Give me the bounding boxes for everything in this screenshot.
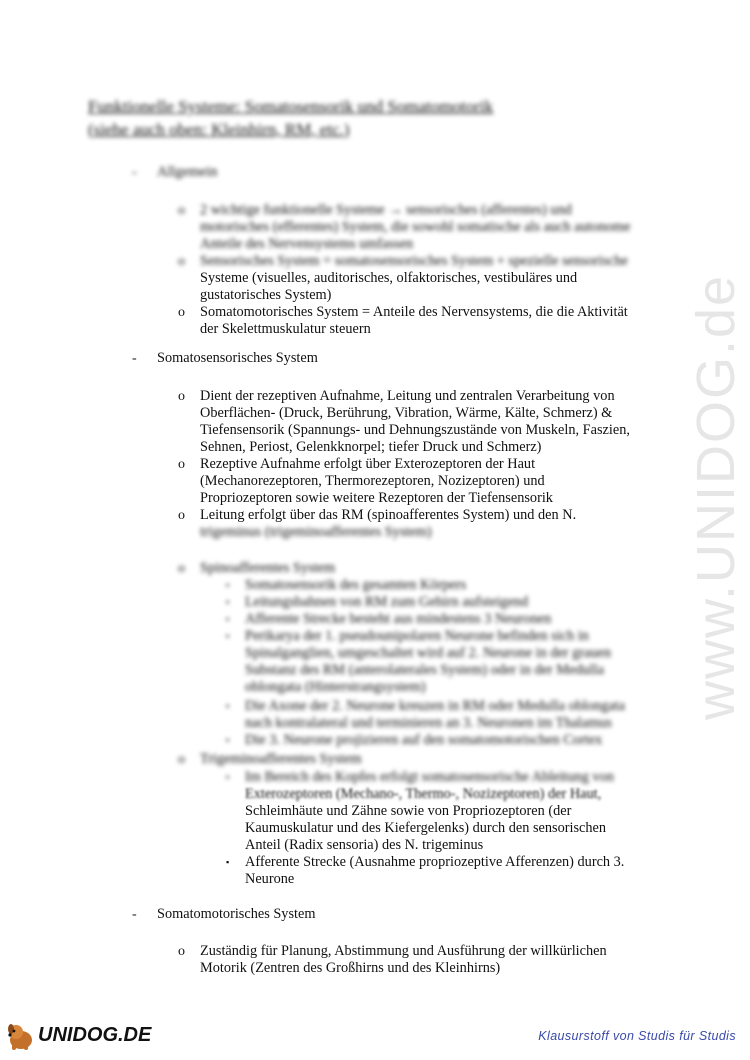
circle-bullet: o: [178, 254, 185, 269]
circle-bullet: o: [178, 561, 185, 576]
list-item-text: nach kontralateral und terminieren an 3. Neuronen im Thalamus: [245, 715, 612, 731]
unidog-logo[interactable]: [2, 1018, 162, 1054]
list-item-text: Sensorisches System = somatosensorisches System + spezielle sensorische: [200, 253, 628, 269]
list-item-text: Propriozeptoren sowie weitere Rezeptoren der Tiefensensorik: [200, 490, 553, 506]
list-item-text: Die Axone der 2. Neurone kreuzen in RM oder Medulla oblongata: [245, 698, 625, 714]
document-subtitle: (siehe auch oben: Kleinhirn, RM, etc.): [88, 120, 350, 139]
list-item-text: Dient der rezeptiven Aufnahme, Leitung und zentralen Verarbeitung von: [200, 388, 615, 404]
square-bullet: ▪: [226, 701, 230, 711]
circle-bullet: o: [178, 457, 185, 472]
square-bullet: ▪: [226, 857, 230, 867]
square-bullet: ▪: [226, 614, 230, 624]
list-item-text: trigeminus (trigeminoafferentes System): [200, 524, 432, 540]
dash-bullet: -: [132, 907, 137, 922]
subsection-label-spino: Spinoafferentes System: [200, 560, 336, 576]
list-item-text: Kaumuskulatur und des Kiefergelenks) durch den sensorischen: [245, 820, 607, 836]
list-item-text: Motorik (Zentren des Großhirns und des Kleinhirns): [200, 960, 501, 976]
logo-text: UNIDOG.DE: [38, 1024, 152, 1046]
list-item-text: motorisches (efferentes) System, die sowohl somatische als auch autonome: [200, 219, 631, 235]
list-item-text: Im Bereich des Kopfes erfolgt somatosensorische Ableitung von: [245, 769, 614, 785]
list-item-text: Tiefensensorik (Spannungs- und Dehnungszustände von Muskeln, Faszien,: [200, 422, 630, 438]
list-item-text: Die 3. Neurone projizieren auf den somatomotorischen Cortex: [245, 732, 603, 748]
circle-bullet: o: [178, 305, 185, 320]
square-bullet: ▪: [226, 735, 230, 745]
list-item-text: 2 wichtige funktionelle Systeme → sensorisches (afferentes) und: [200, 202, 572, 218]
list-item-text: Systeme (visuelles, auditorisches, olfaktorisches, vestibuläres und: [200, 270, 578, 286]
list-item-text: Somatomotorisches System = Anteile des Nervensystems, die die Aktivität: [200, 304, 628, 320]
list-item-text: Schleimhäute und Zähne sowie von Propriozeptoren (der: [245, 803, 572, 819]
list-item-text: Rezeptive Aufnahme erfolgt über Exterozeptoren der Haut: [200, 456, 536, 472]
square-bullet: ▪: [226, 772, 230, 782]
circle-bullet: o: [178, 508, 185, 523]
circle-bullet: o: [178, 389, 185, 404]
section-heading-allgemein: Allgemein: [157, 164, 218, 180]
list-item-text: Sehnen, Periost, Gelenkknorpel; tiefer Druck und Schmerz): [200, 439, 542, 455]
square-bullet: ▪: [226, 597, 230, 607]
subsection-label-trigemino: Trigeminoafferentes System: [200, 751, 362, 767]
list-item-text: oblongata (Hinterstrangsystem): [245, 679, 426, 695]
dog-icon: [4, 1020, 38, 1057]
watermark-text: www.UNIDOG.de: [686, 273, 746, 720]
list-item-text: Leitung erfolgt über das RM (spinoafferentes System) und den N.: [200, 507, 577, 523]
list-item-text: Afferente Strecke (Ausnahme propriozeptive Afferenzen) durch 3.: [245, 854, 625, 870]
list-item-text: Substanz des RM (anterolaterales System) oder in der Medulla: [245, 662, 604, 678]
document-title: Funktionelle Systeme: Somatosensorik und Somatomotorik: [88, 97, 494, 116]
list-item-text: Leitungsbahnen von RM zum Gehirn aufsteigend: [245, 594, 529, 610]
square-bullet: ▪: [226, 580, 230, 590]
list-item-text: gustatorisches System): [200, 287, 332, 303]
circle-bullet: o: [178, 203, 185, 218]
section-heading-somatosensorisch: Somatosensorisches System: [157, 350, 318, 366]
dash-bullet: -: [132, 165, 137, 180]
square-bullet: ▪: [226, 631, 230, 641]
list-item-text: der Skelettmuskulatur steuern: [200, 321, 371, 337]
list-item-text: Zuständig für Planung, Abstimmung und Ausführung der willkürlichen: [200, 943, 607, 959]
list-item-text: Anteile des Nervensystems umfassen: [200, 236, 414, 252]
circle-bullet: o: [178, 944, 185, 959]
list-item-text: Somatosensorik des gesamten Körpers: [245, 577, 467, 593]
list-item-text: Oberflächen- (Druck, Berührung, Vibration, Wärme, Kälte, Schmerz) &: [200, 405, 613, 421]
list-item-text: Anteil (Radix sensoria) des N. trigeminus: [245, 837, 484, 853]
circle-bullet: o: [178, 752, 185, 767]
list-item-text: Spinalganglien, umgeschaltet wird auf 2. Neurone in der grauen: [245, 645, 612, 661]
list-item-text: (Mechanorezeptoren, Thermorezeptoren, Nozizeptoren) und: [200, 473, 545, 489]
dash-bullet: -: [132, 351, 137, 366]
list-item-text: Afferente Strecke besteht aus mindestens 3 Neuronen: [245, 611, 552, 627]
list-item-text: Perikarya der 1. pseudounipolaren Neurone befinden sich in: [245, 628, 589, 644]
footer-slogan: Klausurstoff von Studis für Studis: [538, 1029, 736, 1043]
list-item-text: Exterozeptoren (Mechano-, Thermo-, Nozizeptoren) der Haut,: [245, 786, 602, 802]
list-item-text: Neurone: [245, 871, 295, 887]
section-heading-somatomotorisch: Somatomotorisches System: [157, 906, 316, 922]
